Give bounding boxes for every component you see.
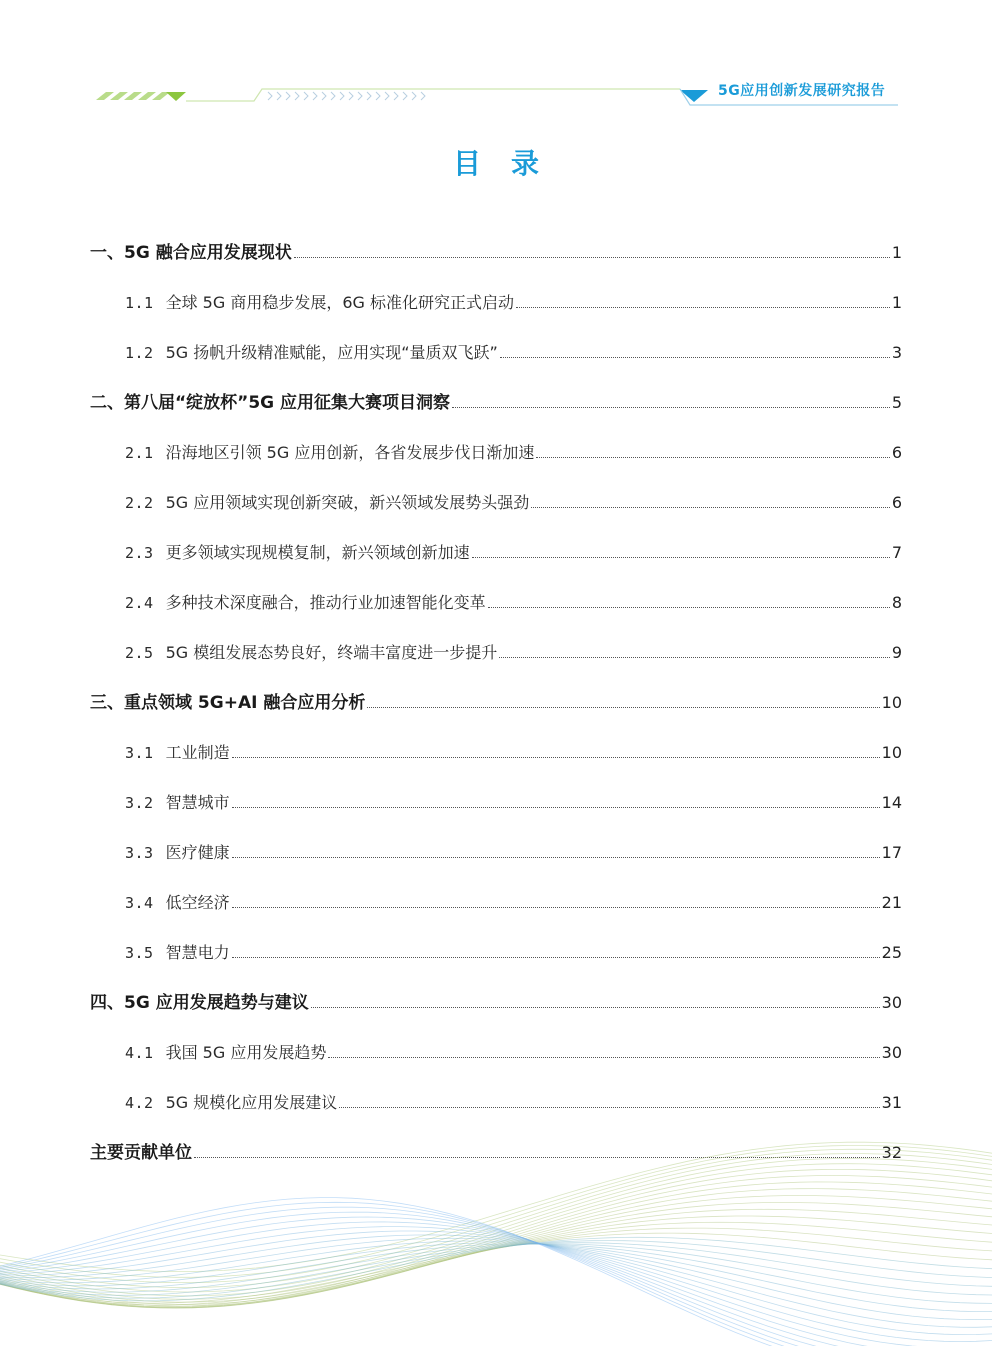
- toc-entry-label: 5G 扬帆升级精准赋能，应用实现“量质双飞跃”: [165, 343, 498, 362]
- toc-entry-label: 多种技术深度融合，推动行业加速智能化变革: [165, 593, 486, 612]
- toc-page-number: 14: [881, 793, 902, 812]
- dot-leader: [536, 456, 889, 458]
- toc-section-number: 4.2: [125, 1094, 154, 1112]
- dot-leader: [499, 656, 890, 658]
- wave-line: [0, 1154, 992, 1288]
- dot-leader: [328, 1056, 879, 1058]
- toc-section-entry[interactable]: [125, 938, 902, 968]
- toc-section-number: 3.2: [125, 794, 154, 812]
- dot-leader: [311, 1006, 880, 1008]
- toc-page-number: 9: [891, 643, 902, 662]
- toc-page-number: 17: [881, 843, 902, 862]
- toc-entry-label: 三、重点领域 5G+AI 融合应用分析: [90, 693, 366, 713]
- toc-entry-label: 智慧城市: [165, 793, 230, 812]
- toc-entry-label: 5G 应用领域实现创新突破，新兴领域发展势头强劲: [165, 493, 530, 512]
- dot-leader: [232, 906, 880, 908]
- dot-leader: [232, 956, 880, 958]
- toc-chapter-entry[interactable]: [90, 238, 902, 268]
- wave-line: [0, 1209, 992, 1308]
- dot-leader: [472, 556, 890, 558]
- dot-leader: [531, 506, 890, 508]
- toc-section-number: 2.2: [125, 494, 154, 512]
- header-doc-title: 5G应用创新发展研究报告: [718, 83, 886, 99]
- toc-page-number: 30: [881, 1043, 902, 1062]
- toc-page-number: 3: [891, 343, 902, 362]
- toc-page-number: 30: [881, 993, 902, 1012]
- toc-page-number: 7: [891, 543, 902, 562]
- toc-page-number: 6: [891, 443, 902, 462]
- toc-entry-label: 一、5G 融合应用发展现状: [90, 243, 292, 263]
- toc-entry-label: 更多领域实现规模复制，新兴领域创新加速: [165, 543, 470, 562]
- toc-section-entry[interactable]: [125, 538, 902, 568]
- toc-entry-label: 低空经济: [165, 893, 230, 912]
- toc-section-number: 1.1: [125, 294, 154, 312]
- toc-entry-label: 沿海地区引领 5G 应用创新，各省发展步伐日渐加速: [165, 443, 535, 462]
- toc-page-number: 1: [891, 293, 902, 312]
- page-title: 目录: [452, 147, 569, 180]
- toc-page-number: 6: [891, 493, 902, 512]
- toc-page-number: 32: [881, 1143, 902, 1162]
- toc-entry-label: 四、5G 应用发展趋势与建议: [90, 993, 309, 1013]
- toc-section-number: 2.3: [125, 544, 154, 562]
- toc-page-number: 31: [881, 1093, 902, 1112]
- chevrons-icon: [268, 92, 425, 100]
- toc-page-number: 10: [881, 743, 902, 762]
- header-decoration: [0, 0, 992, 120]
- toc-section-entry[interactable]: [125, 1088, 902, 1118]
- toc-entry-label: 全球 5G 商用稳步发展，6G 标准化研究正式启动: [165, 293, 515, 312]
- wave-decoration: [0, 1130, 992, 1346]
- dot-leader: [500, 356, 890, 358]
- toc-section-number: 2.1: [125, 444, 154, 462]
- wave-line: [0, 1222, 992, 1346]
- toc-entry-label: 医疗健康: [165, 843, 230, 862]
- toc-section-entry[interactable]: [125, 438, 902, 468]
- toc-section-entry[interactable]: [125, 1038, 902, 1068]
- toc-chapter-entry[interactable]: [90, 388, 902, 418]
- green-triangle-icon: [166, 92, 186, 101]
- dot-leader: [232, 756, 880, 758]
- dot-leader: [367, 706, 879, 708]
- toc-section-number: 4.1: [125, 1044, 154, 1062]
- toc-section-entry[interactable]: [125, 838, 902, 868]
- dot-leader: [516, 306, 890, 308]
- toc-section-entry[interactable]: [125, 488, 902, 518]
- toc-section-entry[interactable]: [125, 288, 902, 318]
- toc-section-entry[interactable]: [125, 888, 902, 918]
- dot-leader: [232, 856, 880, 858]
- toc-entry-label: 智慧电力: [165, 943, 230, 962]
- toc-page-number: 21: [881, 893, 902, 912]
- toc-section-entry[interactable]: [125, 588, 902, 618]
- toc-entry-label: 5G 模组发展态势良好，终端丰富度进一步提升: [165, 643, 498, 662]
- dot-leader: [339, 1106, 879, 1108]
- wave-line: [0, 1241, 992, 1299]
- toc-page-number: 5: [891, 393, 902, 412]
- toc-entry-label: 工业制造: [165, 743, 230, 762]
- toc-entry-label: 5G 规模化应用发展建议: [165, 1093, 338, 1112]
- toc-section-number: 2.5: [125, 644, 154, 662]
- toc-section-number: 3.4: [125, 894, 154, 912]
- toc-entry-label: 二、第八届“绽放杯”5G 应用征集大赛项目洞察: [90, 393, 451, 413]
- toc-section-number: 3.1: [125, 744, 154, 762]
- dot-leader: [232, 806, 880, 808]
- dot-leader: [452, 406, 890, 408]
- toc-page-number: 10: [881, 693, 902, 712]
- toc-section-number: 3.3: [125, 844, 154, 862]
- wave-line: [0, 1202, 992, 1308]
- toc-section-entry[interactable]: [125, 788, 902, 818]
- toc-section-number: 2.4: [125, 594, 154, 612]
- toc-page-number: 8: [891, 593, 902, 612]
- toc-section-entry[interactable]: [125, 338, 902, 368]
- green-stripes-icon: [96, 92, 170, 100]
- toc-chapter-entry[interactable]: [90, 988, 902, 1018]
- toc-chapter-entry[interactable]: [90, 688, 902, 718]
- dot-leader: [294, 256, 890, 258]
- toc-entry-label: 主要贡献单位: [90, 1143, 192, 1163]
- toc-entry-label: 我国 5G 应用发展趋势: [165, 1043, 327, 1062]
- dot-leader: [488, 606, 890, 608]
- wave-line: [0, 1235, 992, 1335]
- toc-section-entry[interactable]: [125, 738, 902, 768]
- toc-page-number: 1: [891, 243, 902, 262]
- toc-page-number: 25: [881, 943, 902, 962]
- wave-line: [0, 1202, 992, 1346]
- toc-section-number: 1.2: [125, 344, 154, 362]
- toc-section-entry[interactable]: [125, 638, 902, 668]
- toc-section-number: 3.5: [125, 944, 154, 962]
